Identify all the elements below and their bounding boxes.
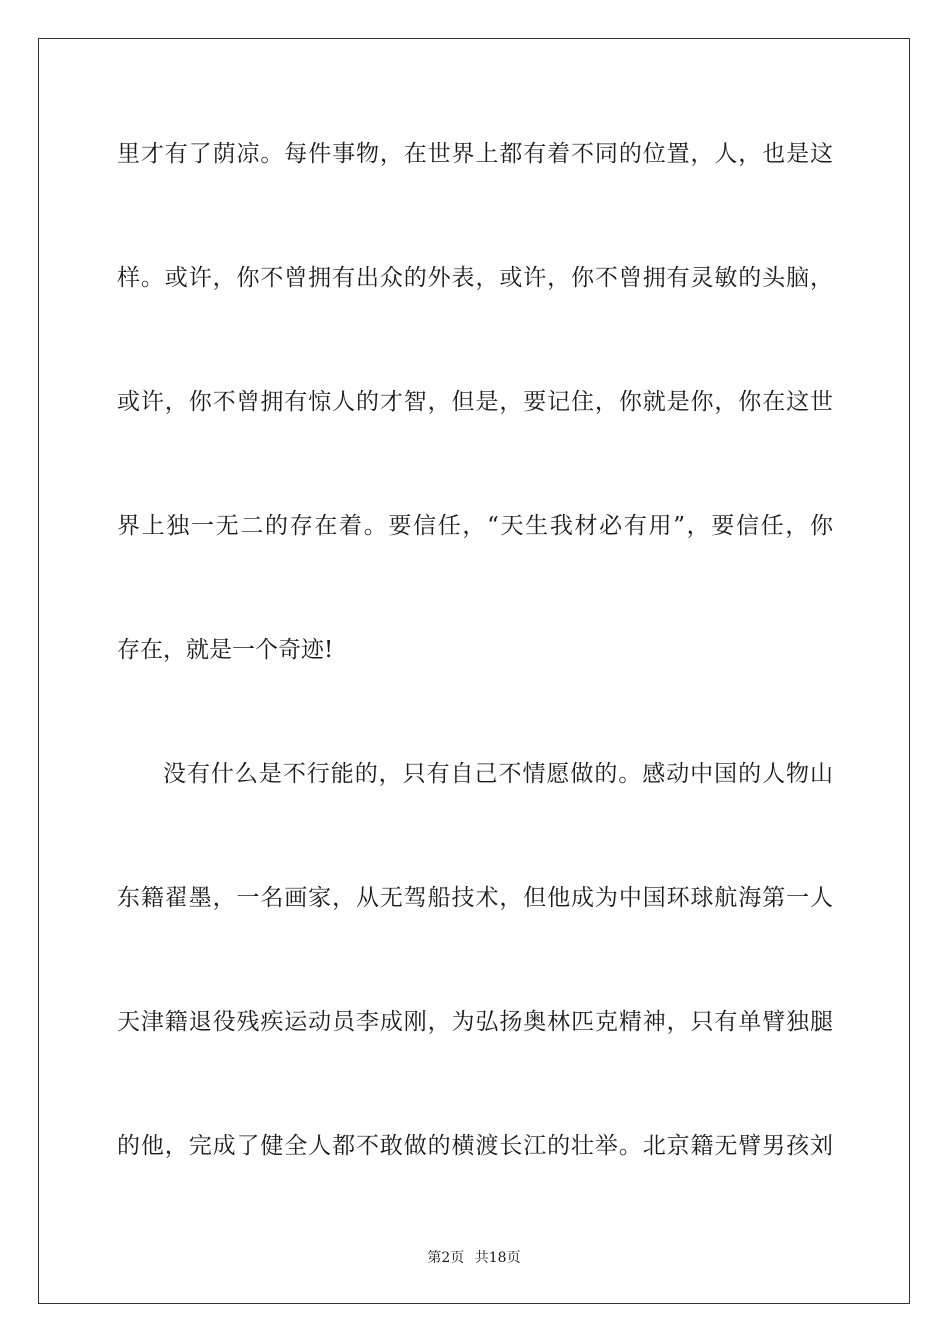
body-line-4: 界上独一无二的存在着。要信任，“天生我材必有用”，要信任，你 [117,513,833,539]
page-footer [39,1247,909,1267]
body-line-2: 样。或许，你不曾拥有出众的外表，或许，你不曾拥有灵敏的头脑， [117,265,833,291]
body-line-6: 没有什么是不行能的，只有自己不情愿做的。感动中国的人物山 [163,761,833,787]
page-total: 共18页 [474,1250,521,1266]
body-line-1: 里才有了荫凉。每件事物，在世界上都有着不同的位置，人，也是这 [117,141,833,167]
body-line-3: 或许，你不曾拥有惊人的才智，但是，要记住，你就是你，你在这世 [117,389,833,415]
body-line-5: 存在，就是一个奇迹! [117,637,334,663]
body-line-7: 东籍翟墨，一名画家，从无驾船技术，但他成为中国环球航海第一人 [117,885,833,911]
page-number: 第2页 [427,1250,465,1266]
body-line-8: 天津籍退役残疾运动员李成刚，为弘扬奥林匹克精神，只有单臂独腿 [117,1009,833,1035]
document-page [38,38,910,1304]
body-line-9: 的他，完成了健全人都不敢做的横渡长江的壮举。北京籍无臂男孩刘 [117,1133,833,1159]
